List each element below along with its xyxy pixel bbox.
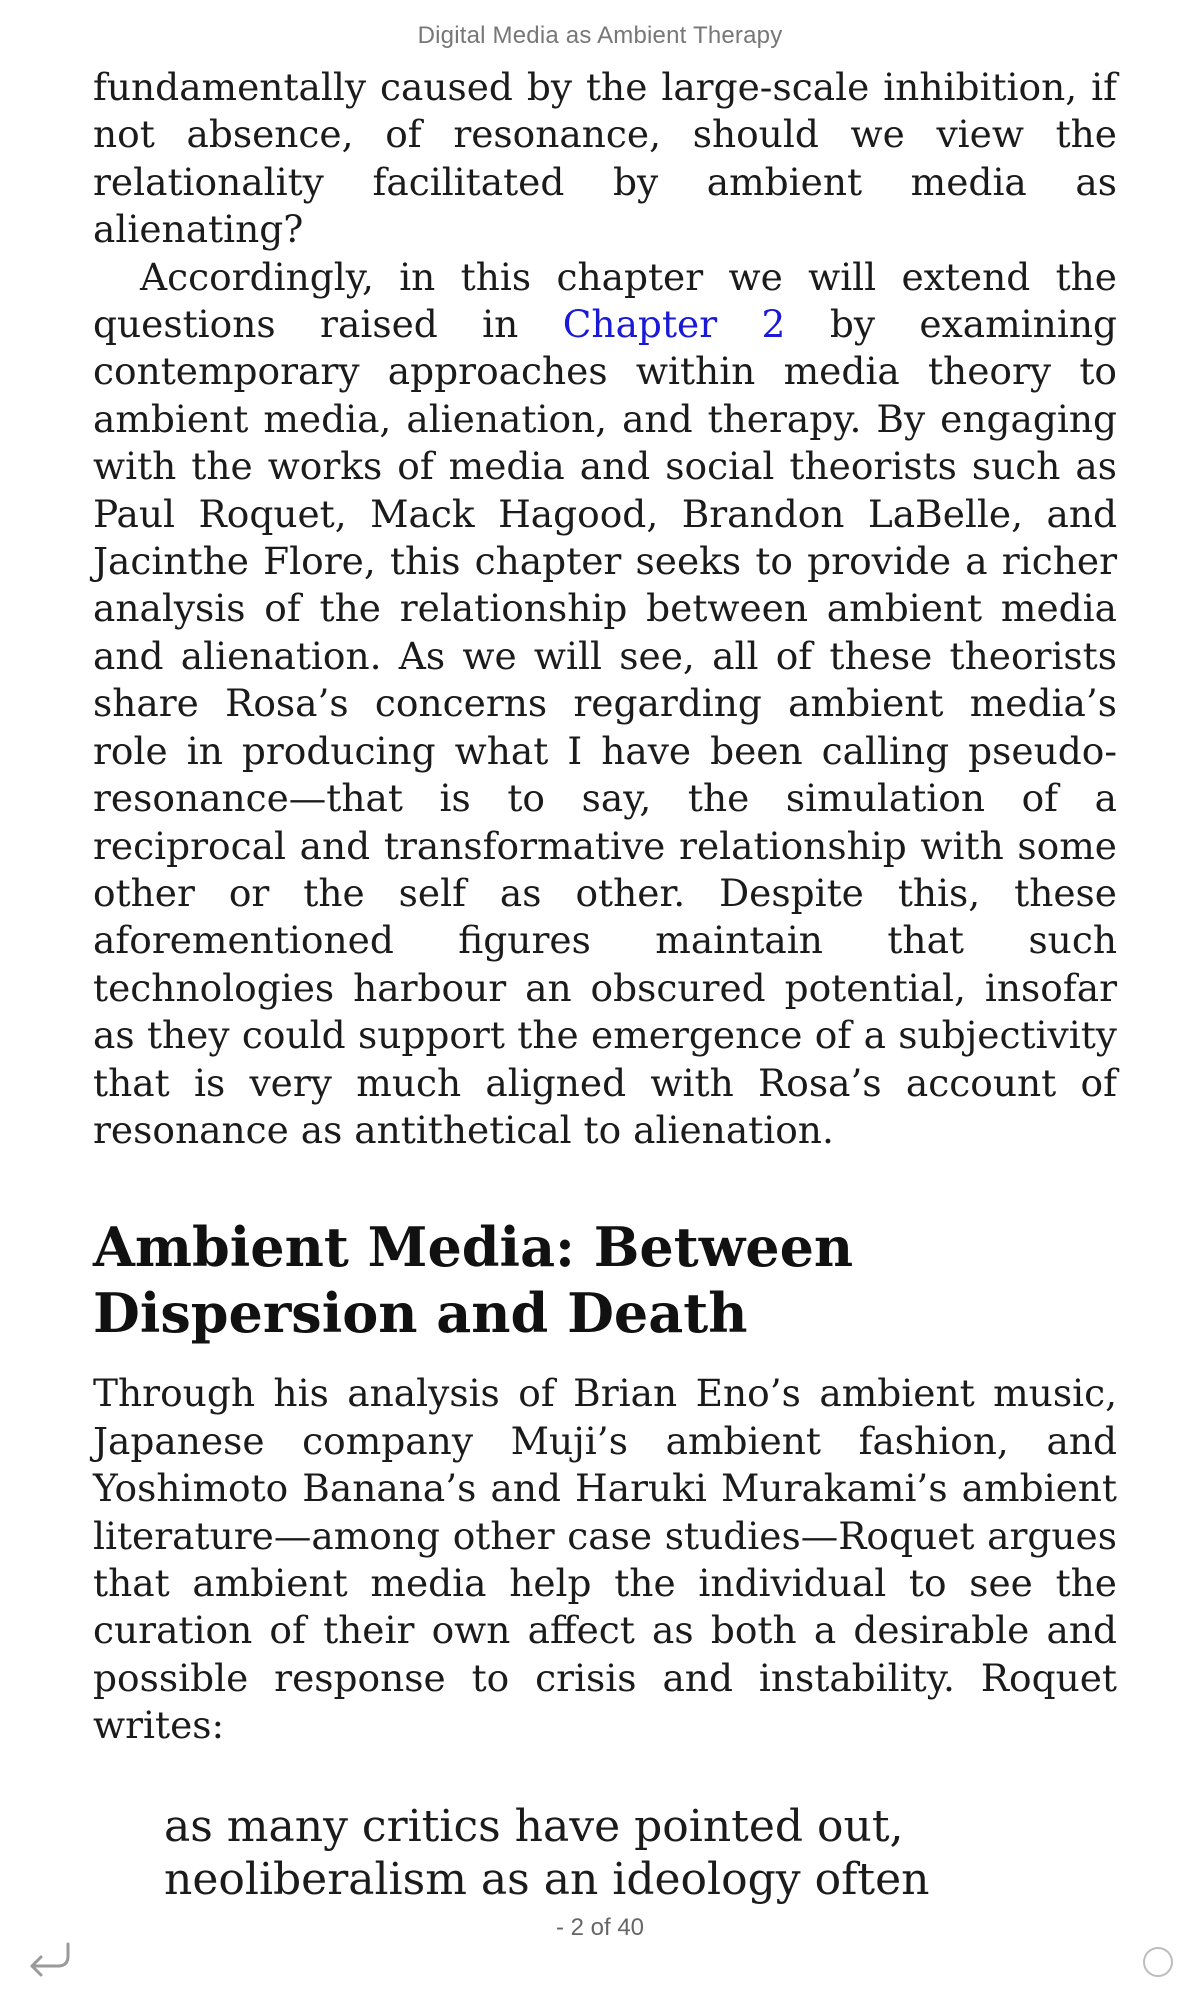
- paragraph-2-text-after: by examining contemporary approaches within media theory to ambient media, alienation, and therapy. By engaging with the works of media and social theorists such as Paul Roquet, Mack Hagood, Brandon LaBelle, and Jacinthe Flore, this chapter seeks to provide a richer analysis of the relationship between ambient media and alienation. As we will see, all of these theorists share Rosa’s concerns regarding ambient media’s role in producing what I have been calling pseudo-resonance—that is to say, the simulation of a reciprocal and transformative relationship with some other or the self as other. Despite this, these aforementioned figures maintain that such technologies harbour an obscured potential, insofar as they could support the emergence of a subjectivity that is very much aligned with Rosa’s account of resonance as antithetical to alienation.: [93, 302, 1117, 1152]
- section-heading: Ambient Media: Between Dispersion and Death: [93, 1215, 854, 1346]
- paragraph-3: Through his analysis of Brian Eno’s ambient music, Japanese company Muji’s ambient fashion, and Yoshimoto Banana’s and Haruki Murakami’s ambient literature—among other case studies—Roquet argues that ambient media help the individual to see the curation of their own affect as both a desirable and possible response to crisis and instability. Roquet writes:: [93, 1371, 1117, 1748]
- paragraph-2: [93, 254, 1117, 1155]
- back-arrow-svg: [24, 1938, 76, 1978]
- paragraph-1: fundamentally caused by the large-scale inhibition, if not absence, of resonance, should we view the relationality facilitated by ambient media as alienating?: [93, 65, 1117, 252]
- page-indicator: - 2 of 40: [555, 1914, 645, 1941]
- block-quote: [164, 1800, 1117, 1906]
- circle-icon[interactable]: [1143, 1947, 1173, 1977]
- paragraph-2-text-before: Accordingly, in this chapter we will extend the questions raised in: [93, 254, 1117, 347]
- chapter-2-link[interactable]: Chapter 2: [562, 302, 786, 347]
- back-arrow-icon[interactable]: [24, 1938, 76, 1978]
- page-header-title: Digital Media as Ambient Therapy: [417, 22, 783, 49]
- reading-content: [93, 64, 1117, 1906]
- quote-line-2: neoliberalism as an ideology often: [164, 1853, 930, 1905]
- quote-line-1: as many critics have pointed out,: [164, 1800, 904, 1852]
